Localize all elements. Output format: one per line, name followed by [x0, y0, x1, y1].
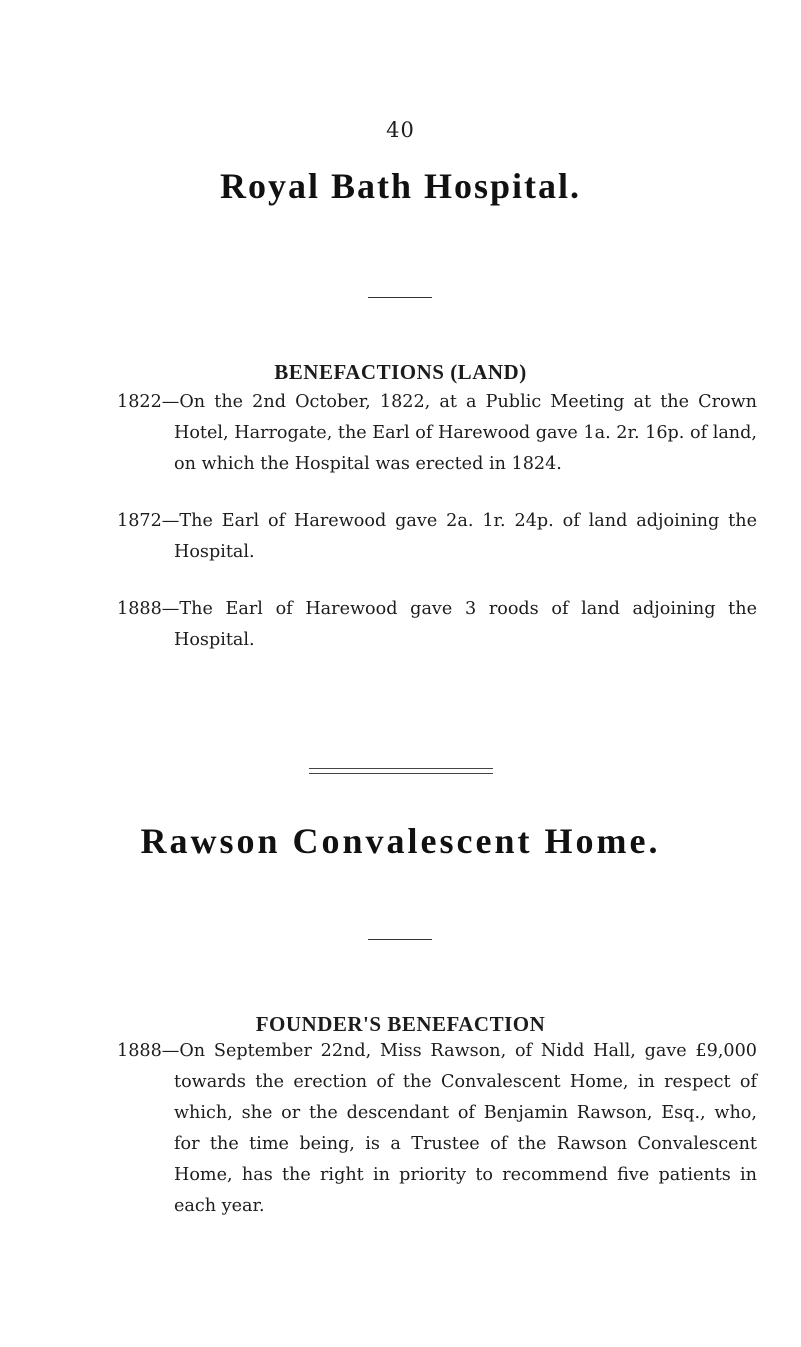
- entry-year: 1822: [117, 392, 162, 412]
- entry-text: On the 2nd October, 1822, at a Public Meeting at the Crown Hotel, Harrogate, the Earl of Harewood gave 1a. 2r. 16p. of land, on which the Hospital was erected in 1824.: [174, 392, 757, 474]
- entry-1888-land: [117, 594, 757, 656]
- em-dash: —: [161, 599, 180, 619]
- entry-year: 1872: [117, 511, 162, 531]
- entry-year: 1888: [117, 599, 162, 619]
- entry-text: On September 22nd, Miss Rawson, of Nidd Hall, gave £9,000 towards the erection of the Convalescent Home, in respect of which, she or the descendant of Benjamin Rawson, Esq., who, for the time being, is a Trustee of the Rawson Convalescent Home, has the right in priority to recommend five patients in each year.: [174, 1041, 757, 1216]
- entry-text: The Earl of Harewood gave 2a. 1r. 24p. of land adjoining the Hospital.: [174, 511, 757, 562]
- em-dash: —: [161, 392, 180, 412]
- section-title-rawson-convalescent-home: Rawson Convalescent Home.: [140, 821, 661, 861]
- benefactions-land-heading: BENEFACTIONS (LAND): [274, 360, 527, 384]
- divider-rule: [368, 939, 432, 940]
- section-divider-top: [309, 768, 493, 769]
- section-title-royal-bath-hospital: Royal Bath Hospital.: [219, 166, 582, 206]
- em-dash: —: [161, 1041, 180, 1061]
- entry-year: 1888: [117, 1041, 162, 1061]
- em-dash: —: [161, 511, 180, 531]
- entry-1872: [117, 506, 757, 568]
- founders-benefaction-heading: FOUNDER'S BENEFACTION: [255, 1012, 546, 1036]
- section-divider-bottom: [309, 773, 493, 774]
- entry-text: The Earl of Harewood gave 3 roods of land adjoining the Hospital.: [174, 599, 757, 650]
- page-number: 40: [386, 118, 415, 142]
- entry-1888-founder: [117, 1036, 757, 1222]
- divider-rule: [368, 297, 432, 298]
- entry-1822: [117, 387, 757, 480]
